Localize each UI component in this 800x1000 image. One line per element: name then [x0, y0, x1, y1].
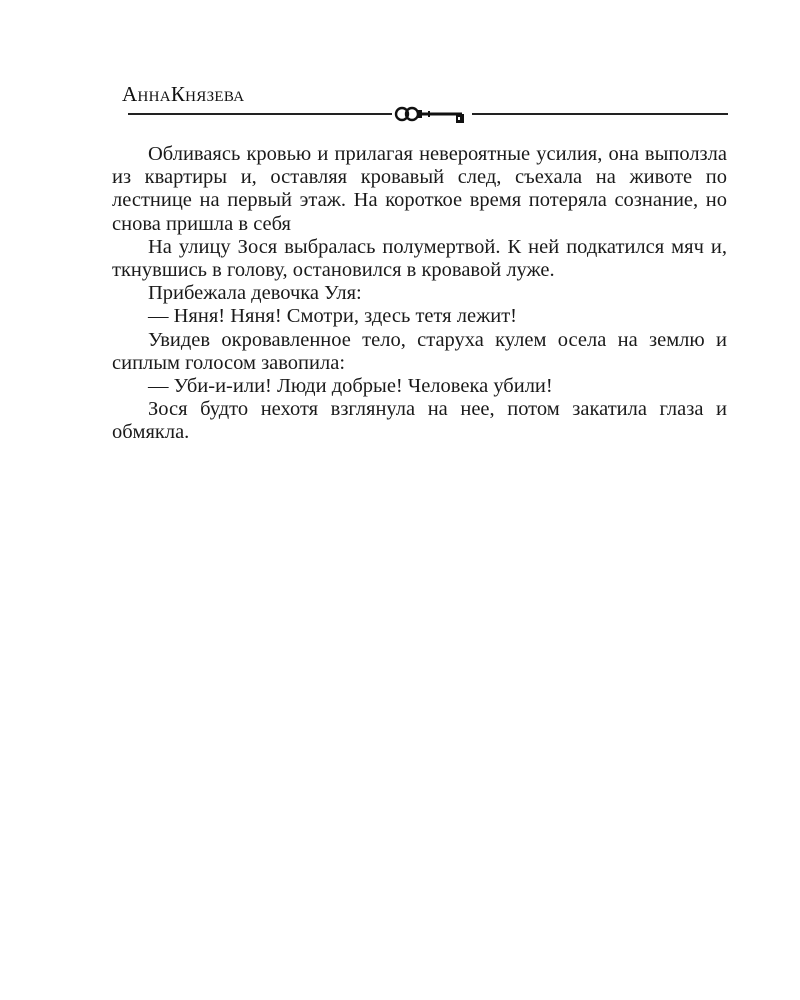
page-body [112, 143, 727, 445]
paragraph: Увидев окровавленное тело, старуха кулем осела на землю и сиплым голосом завопила: [112, 328, 727, 374]
author-name: АннаКнязева [122, 82, 245, 106]
paragraph: — Няня! Няня! Смотри, здесь тетя лежит! [148, 305, 517, 328]
running-header [122, 84, 728, 124]
paragraph: Обливаясь кровью и прилагая невероятные усилия, она выползла из квартиры и, оставляя кровавый след, съехала на животе по лестнице на первый этаж. На короткое время потеряла сознание, но снова пришла в себя [112, 143, 727, 235]
key-ornament-icon [392, 100, 472, 128]
paragraph: — Уби-и-или! Люди добрые! Человека убили! [148, 375, 553, 398]
paragraph: Прибежала девочка Уля: [148, 282, 362, 305]
paragraph: На улицу Зося выбралась полумертвой. К ней подкатился мяч и, ткнувшись в голову, остановился в кровавой луже. [112, 235, 727, 282]
paragraph: Зося будто нехотя взглянула на нее, потом закатила глаза и обмякла. [112, 398, 727, 444]
